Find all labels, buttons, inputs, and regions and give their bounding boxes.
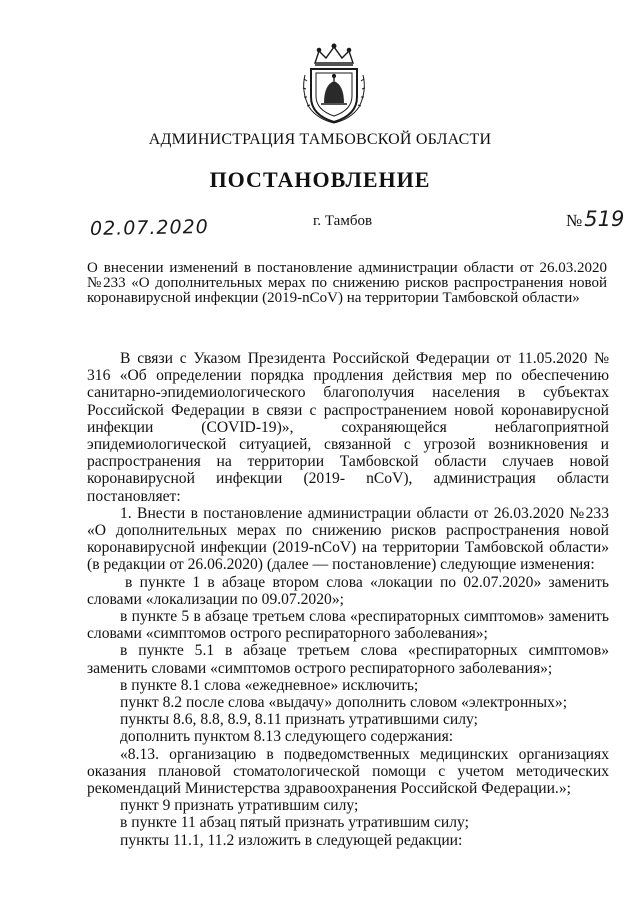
paragraph: пункт 9 признать утратившим силу; [120,797,359,815]
number-sign: № [566,211,583,230]
paragraph-preamble: В связи с Указом Президента Российской Федерации от 11.05.2020 № 316 «Об определении порядка продления действия мер по обеспечению санитарно-эпидемиологического благополучия населения в субъектах Российской Федерации в связи с распространением новой коронавирусной инфекции (COVID-19)», сохраняющейся неблагоприятной эпидемиологической ситуацией, связанной с угрозой возникновения и распространения на территории Тамбовской области случаев новой коронавирусной инфекции (2019- nCoV), администрация области постановляет: [87,350,609,505]
paragraph: в пункте 8.1 слова «ежедневное» исключить; [120,676,419,694]
paragraph: «8.13. организацию в подведомственных медицинских организациях оказания плановой стоматологической помощи с учетом методических рекомендаций Министерства здравоохранения Российской Федерации.»; [87,745,609,798]
handwritten-number: 519 [584,207,625,231]
document-type: ПОСТАНОВЛЕНИЕ [209,167,431,192]
document-number [566,207,624,231]
city: г. Тамбов [312,213,373,229]
paragraph: в пункте 5.1 в абзаце третьем слова «респираторных симптомов» заменить словами «симптомов острого респираторного заболевания»; [87,642,609,677]
tambov-coat-of-arms-icon [297,41,371,125]
handwritten-date: 02.07.2020 [89,215,209,241]
document-body [87,350,609,849]
paragraph: в пункте 5 в абзаце третьем слова «респираторных симптомов» заменить словами «симптомов острого респираторного заболевания»; [87,608,609,643]
paragraph: пункты 8.6, 8.8, 8.9, 8.11 признать утратившими силу; [120,711,478,729]
paragraph: пункты 11.1, 11.2 изложить в следующей редакции: [120,831,463,849]
paragraph: 1. Внести в постановление администрации области от 26.03.2020 №233 «О дополнительных мерах по снижению рисков распространения новой коронавирусной инфекции (2019-nCoV) на территории Тамбовской области» (в редакции от 26.06.2020) (далее — постановление) следующие изменения: [87,504,609,574]
paragraph: в пункте 1 в абзаце втором слова «локации по 02.07.2020» заменить словами «локализации по 09.07.2020»; [87,573,609,608]
paragraph: пункт 8.2 после слова «выдачу» дополнить словом «электронных»; [120,694,568,712]
paragraph: в пункте 11 абзац пятый признать утратившим силу; [120,814,469,832]
paragraph: дополнить пунктом 8.13 следующего содержания: [120,728,454,746]
document-subject: О внесении изменений в постановление администрации области от 26.03.2020 №233 «О дополнительных мерах по снижению рисков распространения новой коронавирусной инфекции (2019-nCoV) на территории Тамбовской области» [87,260,607,306]
organization-title: АДМИНИСТРАЦИЯ ТАМБОВСКОЙ ОБЛАСТИ [148,131,492,148]
